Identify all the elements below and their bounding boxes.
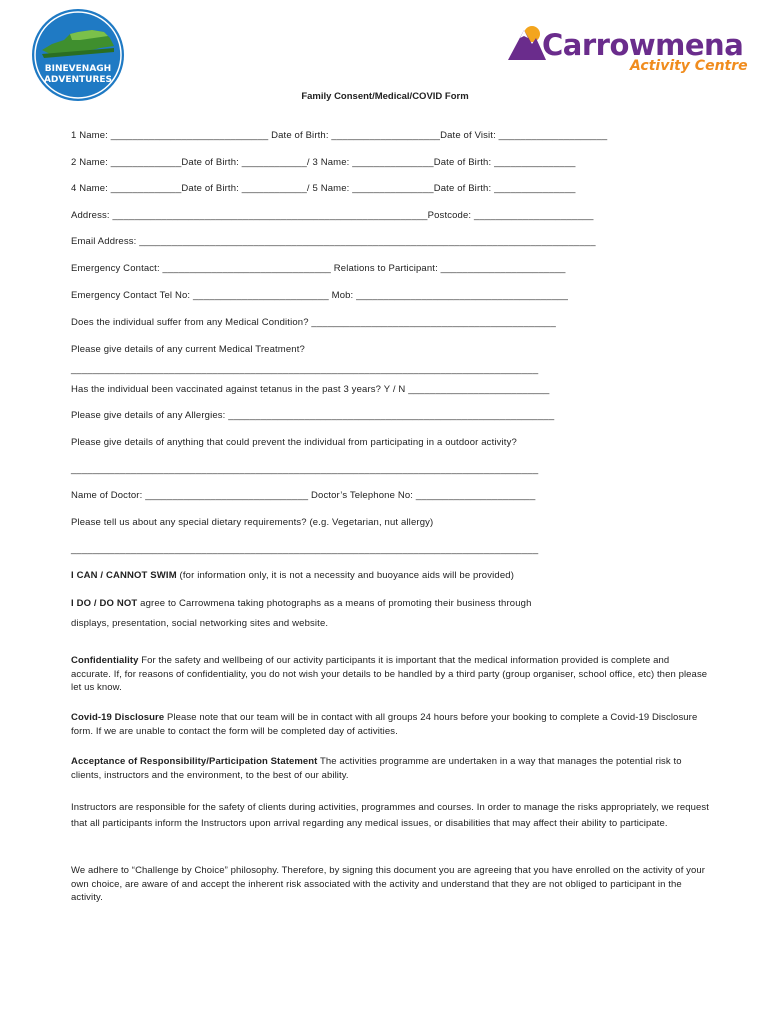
prevent-participation-answer-line[interactable]: ______________________________________________________________________________________ (71, 464, 539, 475)
confidentiality-paragraph: Confidentiality For the safety and wellbeing of our activity participants it is important that the medical information provided is complete and accurate. If, for reasons of confidentiality, you do not wish your details to be handled by a third party (group organiser, school office, etc) then please let us know. (71, 655, 708, 693)
dietary-answer-line[interactable]: ______________________________________________________________________________________ (71, 544, 539, 555)
medical-condition-line[interactable]: Does the individual suffer from any Medical Condition? _____________________________________________ (71, 317, 556, 328)
tetanus-line[interactable]: Has the individual been vaccinated against tetanus in the past 3 years? Y / N __________________________ (71, 384, 550, 395)
mountain-sun-icon (506, 22, 546, 62)
binevenagh-adventures-logo (30, 8, 126, 102)
brand-name: Carrowmena (542, 28, 744, 62)
emergency-tel-line[interactable]: Emergency Contact Tel No: _________________________ Mob: _______________________________________ (71, 290, 569, 301)
address-line[interactable]: Address: __________________________________________________________Postcode: ______________________ (71, 210, 594, 221)
brand-subtitle: Activity Centre (630, 58, 748, 74)
name-4-5-line[interactable]: 4 Name: _____________Date of Birth: ____________/ 5 Name: _______________Date of Birth: _______________ (71, 183, 576, 194)
responsibility-paragraph: Acceptance of Responsibility/Participation Statement The activities programme are undertaken in a way that manages the potential risk to clients, instructors and the environment, to the best of our ability. (71, 756, 682, 781)
swim-choice[interactable]: I CAN / CANNOT SWIM (71, 570, 177, 581)
photo-consent-line-2: displays, presentation, social networking sites and website. (71, 618, 329, 629)
email-line[interactable]: Email Address: ____________________________________________________________________________________ (71, 236, 596, 247)
medical-treatment-question: Please give details of any current Medical Treatment? (71, 344, 305, 355)
form-title: Family Consent/Medical/COVID Form (301, 91, 469, 102)
photo-consent-statement: I DO / DO NOT agree to Carrowmena taking photographs as a means of promoting their business through (71, 598, 532, 609)
allergies-line[interactable]: Please give details of any Allergies: ____________________________________________________________ (71, 410, 555, 421)
prevent-participation-question: Please give details of anything that could prevent the individual from participating in a outdoor activity? (71, 437, 517, 448)
photo-choice[interactable]: I DO / DO NOT (71, 598, 138, 609)
instructors-paragraph: Instructors are responsible for the safety of clients during activities, programmes and courses. In order to manage the risks appropriately, we request that all participants inform the Instructors upon arrival regarding any medical issues, or disabilities that may affect their ability to participate. (71, 802, 709, 829)
covid-paragraph: Covid-19 Disclosure Please note that our team will be in contact with all groups 24 hours before your booking to complete a Covid-19 Disclosure form. If we are unable to contact the form will be completed day of activities. (71, 712, 698, 737)
doctor-line[interactable]: Name of Doctor: ______________________________ Doctor’s Telephone No: ______________________ (71, 490, 536, 501)
name-2-3-line[interactable]: 2 Name: _____________Date of Birth: ____________/ 3 Name: _______________Date of Birth: _______________ (71, 157, 576, 168)
name-1-line[interactable]: 1 Name: _____________________________ Date of Birth: ____________________Date of Visit: ____________________ (71, 130, 608, 141)
emergency-contact-line[interactable]: Emergency Contact: _______________________________ Relations to Participant: _______________________ (71, 263, 566, 274)
carrowmena-logo (506, 20, 746, 80)
svg-text:BINEVENAGH: BINEVENAGH (44, 64, 112, 74)
medical-treatment-answer-line[interactable]: ______________________________________________________________________________________ (71, 364, 539, 375)
dietary-question: Please tell us about any special dietary requirements? (e.g. Vegetarian, nut allergy) (71, 517, 434, 528)
challenge-by-choice-paragraph: We adhere to “Challenge by Choice” philosophy. Therefore, by signing this document you are agreeing that you have enrolled on the activity of your own choice, are aware of and accept the inherent risk associated with the activity and understand that they are not obliged to participant in the activity. (71, 865, 706, 903)
swim-statement: I CAN / CANNOT SWIM (for information only, it is not a necessity and buoyance aids will be provided) (71, 570, 515, 581)
svg-text:ADVENTURES: ADVENTURES (43, 75, 113, 85)
